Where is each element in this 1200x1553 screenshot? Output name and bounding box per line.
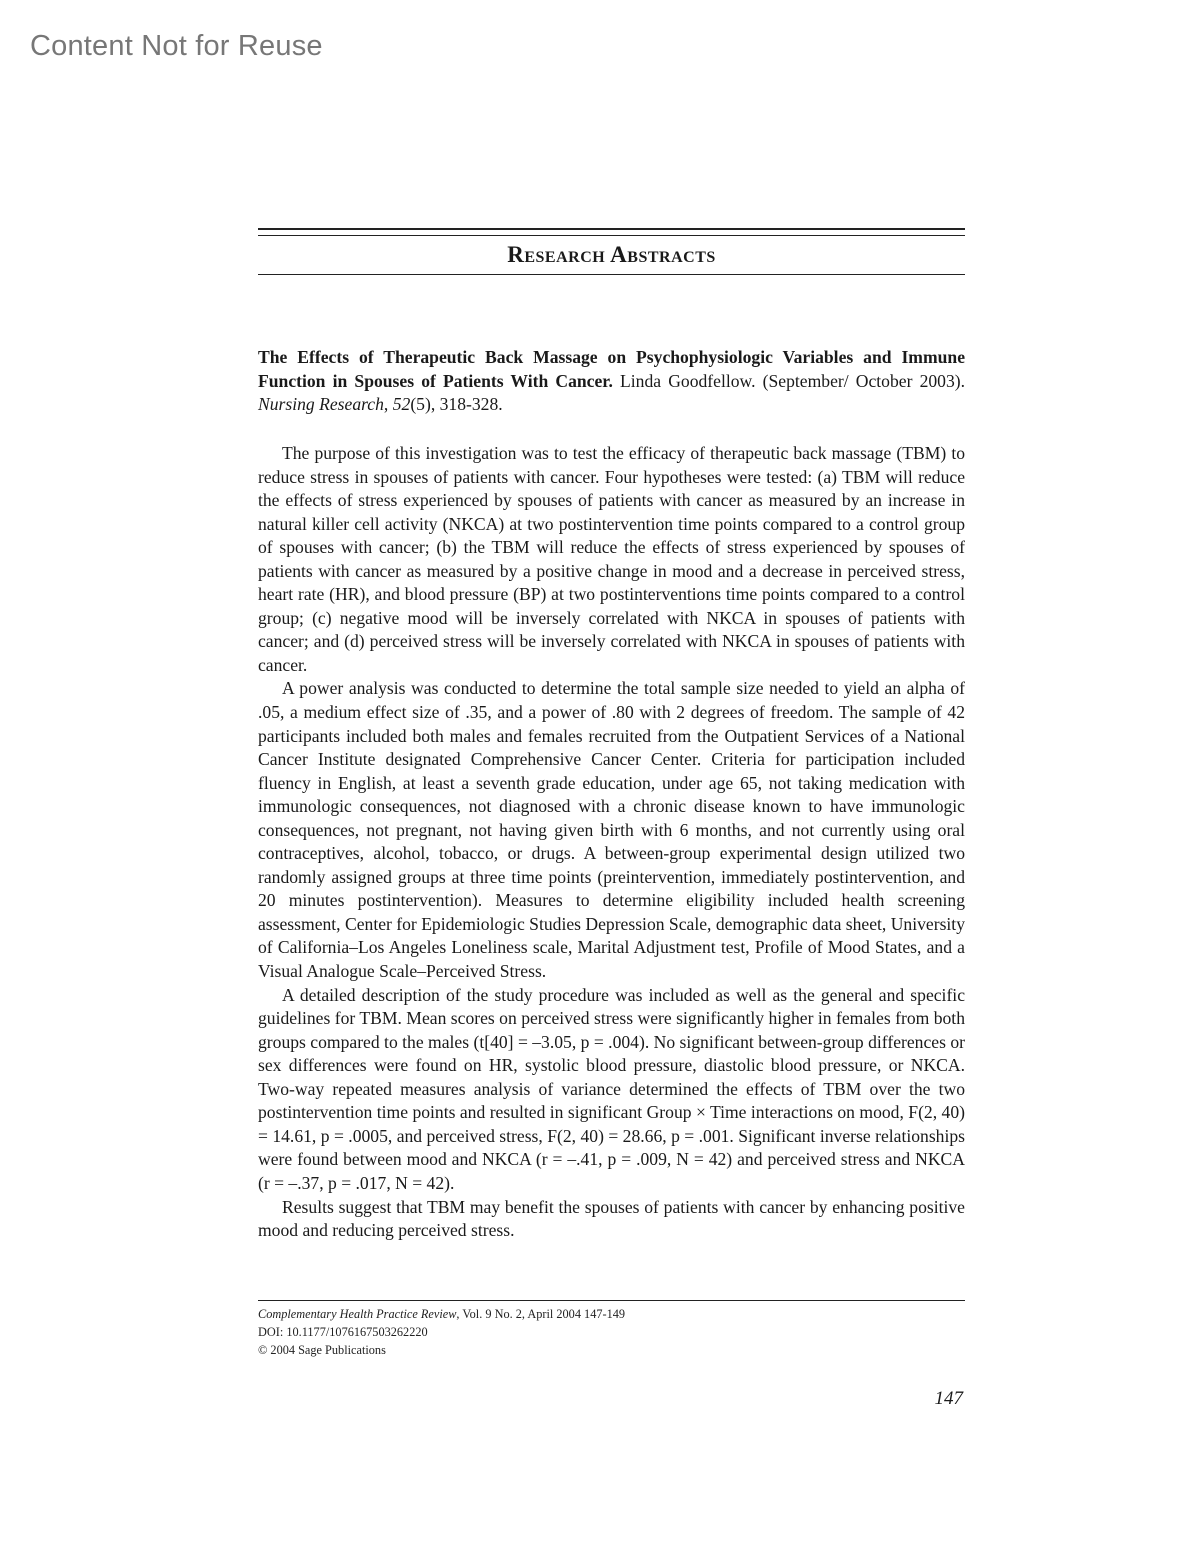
section-title: Research Abstracts xyxy=(507,242,716,267)
abstract-paragraph-4: Results suggest that TBM may benefit the spouses of patients with cancer by enhancing positive mood and reducing perceived stress. xyxy=(258,1196,965,1241)
citation-sep: , xyxy=(383,394,393,415)
abstract-paragraph-3: A detailed description of the study procedure was included as well as the general and specific guidelines for TBM. Mean scores on perceived stress were significantly higher in females from both groups compared to the males (t[40] = –3.05, p = .004). No significant between-group differences or sex differences were found on HR, systolic blood pressure, diastolic blood pressure, or NKCA. Two-way repeated measures analysis of variance determined the effects of TBM over the two postintervention time points and resulted in significant Group × Time interactions on mood, F(2, 40) = 14.61, p = .0005, and perceived stress, F(2, 40) = 28.66, p = .001. Significant inverse relationships were found between mood and NKCA (r = –.41, p = .009, N = 42) and perceived stress and NKCA (r = –.37, p = .017, N = 42). xyxy=(258,984,965,1193)
abstract-body xyxy=(258,442,965,1243)
citation-volume: 52 xyxy=(392,394,411,415)
section-title-rule xyxy=(258,274,965,275)
abstract-paragraph-1: The purpose of this investigation was to test the efficacy of therapeutic back massage (TBM) to reduce stress in spouses of patients with cancer. Four hypotheses were tested: (a) TBM will reduce the effects of stress experienced by spouses of patients with cancer as measured by an increase in natural killer cell activity (NKCA) at two postintervention time points compared to a control group of spouses with cancer; (b) the TBM will reduce the effects of stress experienced by spouses of patients with cancer as measured by a positive change in mood and a decrease in perceived stress, heart rate (HR), and blood pressure (BP) at two postinterventions time points compared to a control group; (c) negative mood will be inversely correlated with NKCA in spouses of patients with cancer; and (d) perceived stress will be inversely correlated with NKCA in spouses of patients with cancer. xyxy=(258,443,965,675)
paper-title: The Effects of Therapeutic Back Massage on Psychophysiologic Variables and Immune Function in Spouses of Patients With Cancer. xyxy=(258,347,965,391)
footer xyxy=(258,1305,965,1359)
footer-doi: DOI: 10.1177/1076167503262220 xyxy=(258,1325,428,1339)
watermark: Content Not for Reuse xyxy=(30,30,323,62)
citation-author: Linda Goodfellow. (September/ October 2003). xyxy=(612,370,966,391)
citation-issue-pages: (5), 318-328. xyxy=(410,394,503,415)
abstract-paragraph-2: A power analysis was conducted to determine the total sample size needed to yield an alpha of .05, a medium effect size of .35, and a power of .80 with 2 degrees of freedom. The sample of 42 participants included both males and females recruited from the Outpatient Services of a National Cancer Institute designated Comprehensive Cancer Center. Criteria for participation included fluency in English, at least a seventh grade education, under age 65, not taking medication with immunologic consequences, not diagnosed with a chronic disease known to have immunologic consequences, not pregnant, not having given birth with 6 months, and not currently using oral contraceptives, alcohol, tobacco, or drugs. A between-group experimental design utilized two randomly assigned groups at three time points (preintervention, immediately postintervention, and 20 minutes postintervention). Measures to determine eligibility included health screening assessment, Center for Epidemiologic Studies Depression Scale, demographic data sheet, University of California–Los Angeles Loneliness scale, Marital Adjustment test, Profile of Mood States, and a Visual Analogue Scale–Perceived Stress. xyxy=(258,678,965,982)
footer-journal: Complementary Health Practice Review xyxy=(258,1307,457,1321)
footer-issue: , Vol. 9 No. 2, April 2004 147-149 xyxy=(456,1307,626,1321)
citation-journal: Nursing Research xyxy=(258,394,384,415)
footer-journal-line xyxy=(258,1305,965,1323)
top-rule-thin xyxy=(258,235,965,236)
citation xyxy=(258,346,965,417)
footer-copyright: © 2004 Sage Publications xyxy=(258,1343,386,1357)
top-rule-thick xyxy=(258,228,965,230)
page-number: 147 xyxy=(934,1388,963,1409)
footer-rule xyxy=(258,1300,965,1301)
